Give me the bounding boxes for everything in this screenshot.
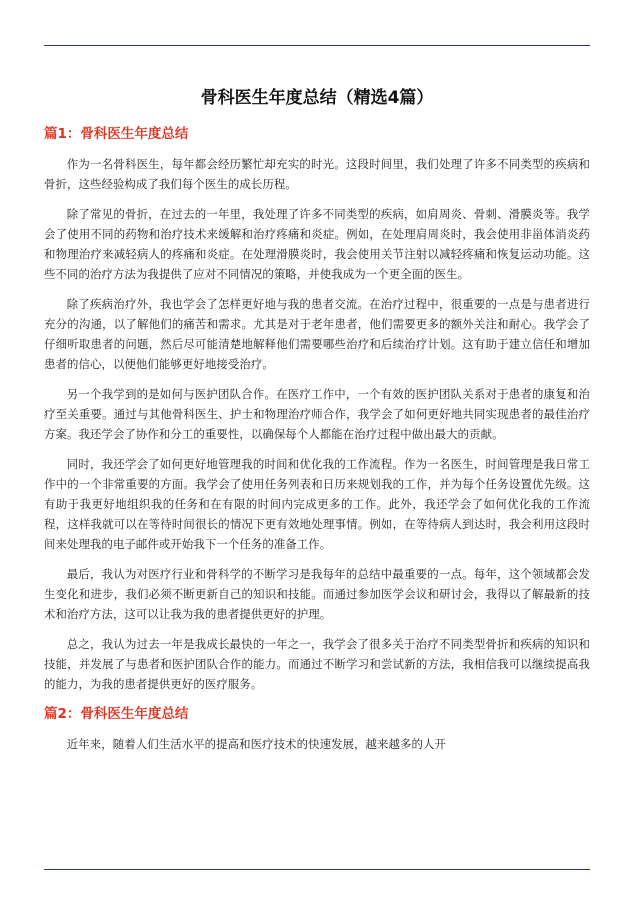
section-heading: 篇1：骨科医生年度总结: [44, 126, 189, 142]
section-heading: 篇2：骨科医生年度总结: [44, 706, 189, 722]
paragraph: 最后，我认为对医疗行业和骨科学的不断学习是我每年的总结中最重要的一点。每年，这个领域都会发生变化和进步，我们必须不断更新自己的知识和技能。而通过参加医学会议和研讨会，我得以了解最新的技术和治疗方法，这可以让我为我的患者提供更好的护理。: [44, 567, 590, 621]
document-title: 骨科医生年度总结（精选4篇）: [200, 88, 434, 108]
paragraph: 同时，我还学会了如何更好地管理我的时间和优化我的工作流程。作为一名医生，时间管理是我日常工作中的一个非常重要的方面。我学会了使用任务列表和日历来规划我的工作，并为每个任务设置优先级。这有助于我更好地组织我的任务和在有限的时间内完成更多的工作。此外，我还学会了如何优化我的工作流程，这样我就可以在等待时间很长的情况下更有效地处理事情。例如，在等待病人到达时，我会利用这段时间来处理我的电子邮件或开始我下一个任务的准备工作。: [44, 457, 590, 551]
paragraph: 除了常见的骨折，在过去的一年里，我处理了许多不同类型的疾病，如肩周炎、骨刺、滑膜炎等。我学会了使用不同的药物和治疗技术来缓解和治疗疼痛和炎症。例如，在处理肩周炎时，我会使用非甾体消炎药和物理治疗来减轻病人的疼痛和炎症。在处理滑膜炎时，我会使用关节注射以减轻疼痛和恢复运动功能。这些不同的治疗方法为我提供了应对不同情况的策略，并使我成为一个更全面的医生。: [44, 207, 590, 281]
section-2: [44, 704, 590, 754]
footer-rule: [44, 869, 590, 870]
document-body: [44, 86, 590, 764]
paragraph: 总之，我认为过去一年是我成长最快的一年之一，我学会了很多关于治疗不同类型骨折和疾病的知识和技能，并发展了与患者和医护团队合作的能力。而通过不断学习和尝试新的方法，我相信我可以继续提高我的能力，为我的患者提供更好的医疗服务。: [44, 637, 590, 691]
section-1: [44, 124, 590, 694]
header-rule: [44, 45, 590, 46]
paragraph: 另一个我学到的是如何与医护团队合作。在医疗工作中，一个有效的医护团队关系对于患者的康复和治疗至关重要。通过与其他骨科医生、护士和物理治疗师合作，我学会了如何更好地共同实现患者的最佳治疗方案。我还学会了协作和分工的重要性，以确保每个人都能在治疗过程中做出最大的贡献。: [44, 387, 590, 441]
paragraph: 作为一名骨科医生，每年都会经历繁忙却充实的时光。这段时间里，我们处理了许多不同类型的疾病和骨折，这些经验构成了我们每个医生的成长历程。: [44, 157, 590, 191]
paragraph: 近年来，随着人们生活水平的提高和医疗技术的快速发展，越来越多的人开: [66, 737, 446, 751]
paragraph: 除了疾病治疗外，我也学会了怎样更好地与我的患者交流。在治疗过程中，很重要的一点是与患者进行充分的沟通，以了解他们的痛苦和需求。尤其是对于老年患者，他们需要更多的额外关注和耐心。我学会了仔细听取患者的问题，然后尽可能清楚地解释他们需要哪些治疗和后续治疗计划。这有助于建立信任和增加患者的信心，以便他们能够更好地接受治疗。: [44, 297, 590, 371]
